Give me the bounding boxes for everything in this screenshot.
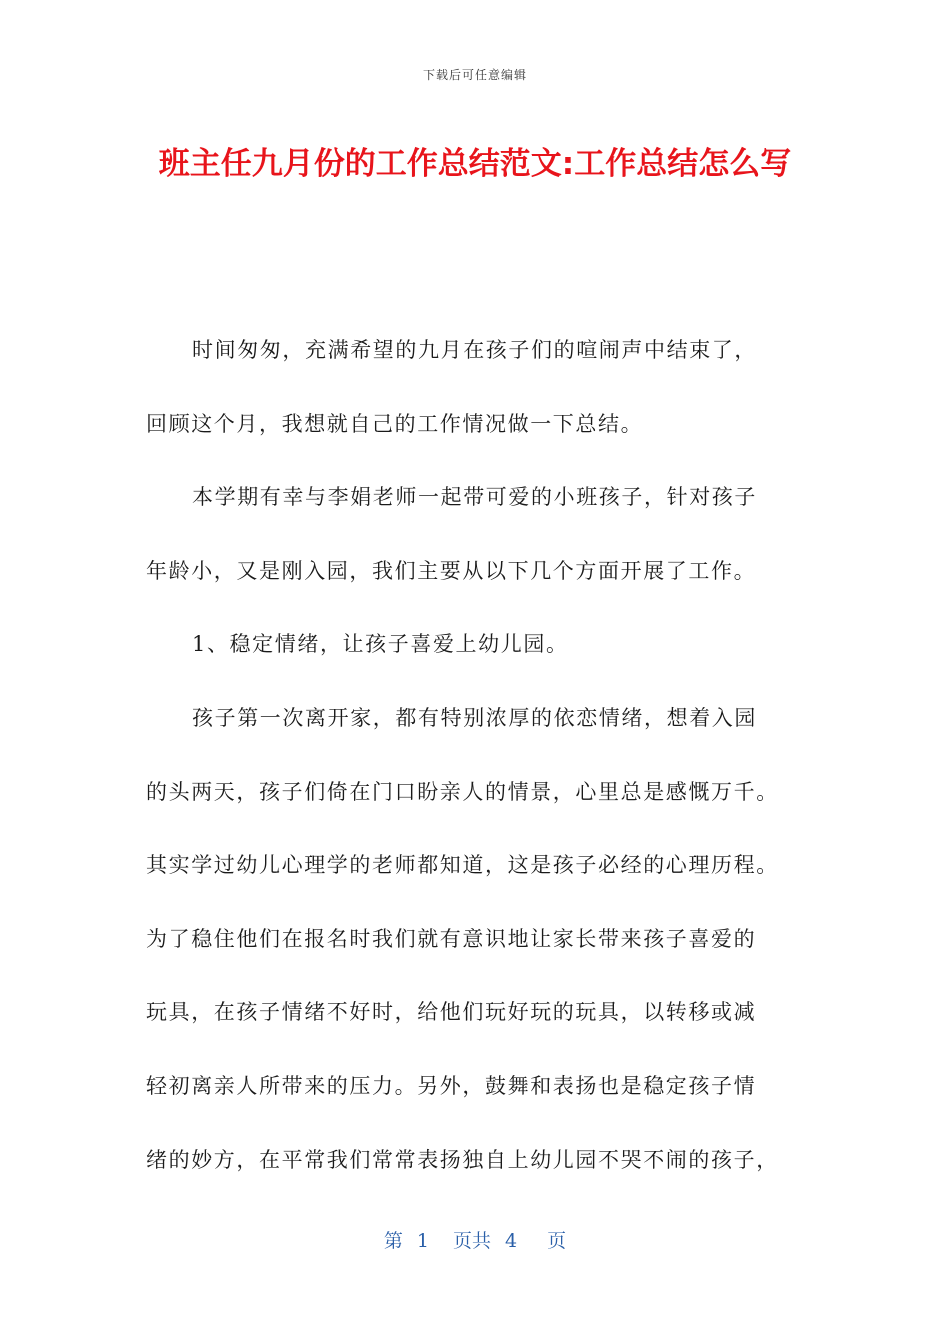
section-heading: 1、稳定情绪，让孩子喜爱上幼儿园。: [192, 632, 569, 657]
footer-prefix: 第: [383, 1230, 403, 1252]
footer-total-pages: 4: [505, 1230, 518, 1252]
paragraph-line: 的头两天，孩子们倚在门口盼亲人的情景，心里总是感慨万千。: [146, 779, 779, 804]
page-footer: [0, 1226, 950, 1253]
footer-suffix: 页: [547, 1230, 567, 1252]
header-note: 下载后可任意编辑: [422, 68, 527, 82]
paragraph-line: 为了稳住他们在报名时我们就有意识地让家长带来孩子喜爱的: [146, 926, 757, 951]
footer-page-number: 1: [416, 1230, 429, 1252]
paragraph-line: 时间匆匆，充满希望的九月在孩子们的喧闹声中结束了，: [192, 338, 757, 362]
document-title: 班主任九月份的工作总结范文:工作总结怎么写: [158, 146, 792, 182]
paragraph-line: 回顾这个月，我想就自己的工作情况做一下总结。: [146, 411, 644, 436]
document-body: [146, 314, 810, 1197]
paragraph-line: 年龄小，又是刚入园，我们主要从以下几个方面开展了工作。: [146, 558, 757, 583]
paragraph-line: 本学期有幸与李娟老师一起带可爱的小班孩子，针对孩子: [192, 485, 757, 510]
footer-middle: 页共: [452, 1230, 491, 1252]
paragraph-line: 孩子第一次离开家，都有特别浓厚的依恋情绪，想着入园: [192, 705, 757, 730]
paragraph-line: 玩具，在孩子情绪不好时，给他们玩好玩的玩具，以转移或减: [146, 1000, 757, 1025]
paragraph-line: 其实学过幼儿心理学的老师都知道，这是孩子必经的心理历程。: [146, 853, 779, 878]
paragraph-line: 绪的妙方，在平常我们常常表扬独自上幼儿园不哭不闹的孩子，: [146, 1147, 779, 1172]
paragraph-line: 轻初离亲人所带来的压力。另外，鼓舞和表扬也是稳定孩子情: [146, 1073, 757, 1098]
